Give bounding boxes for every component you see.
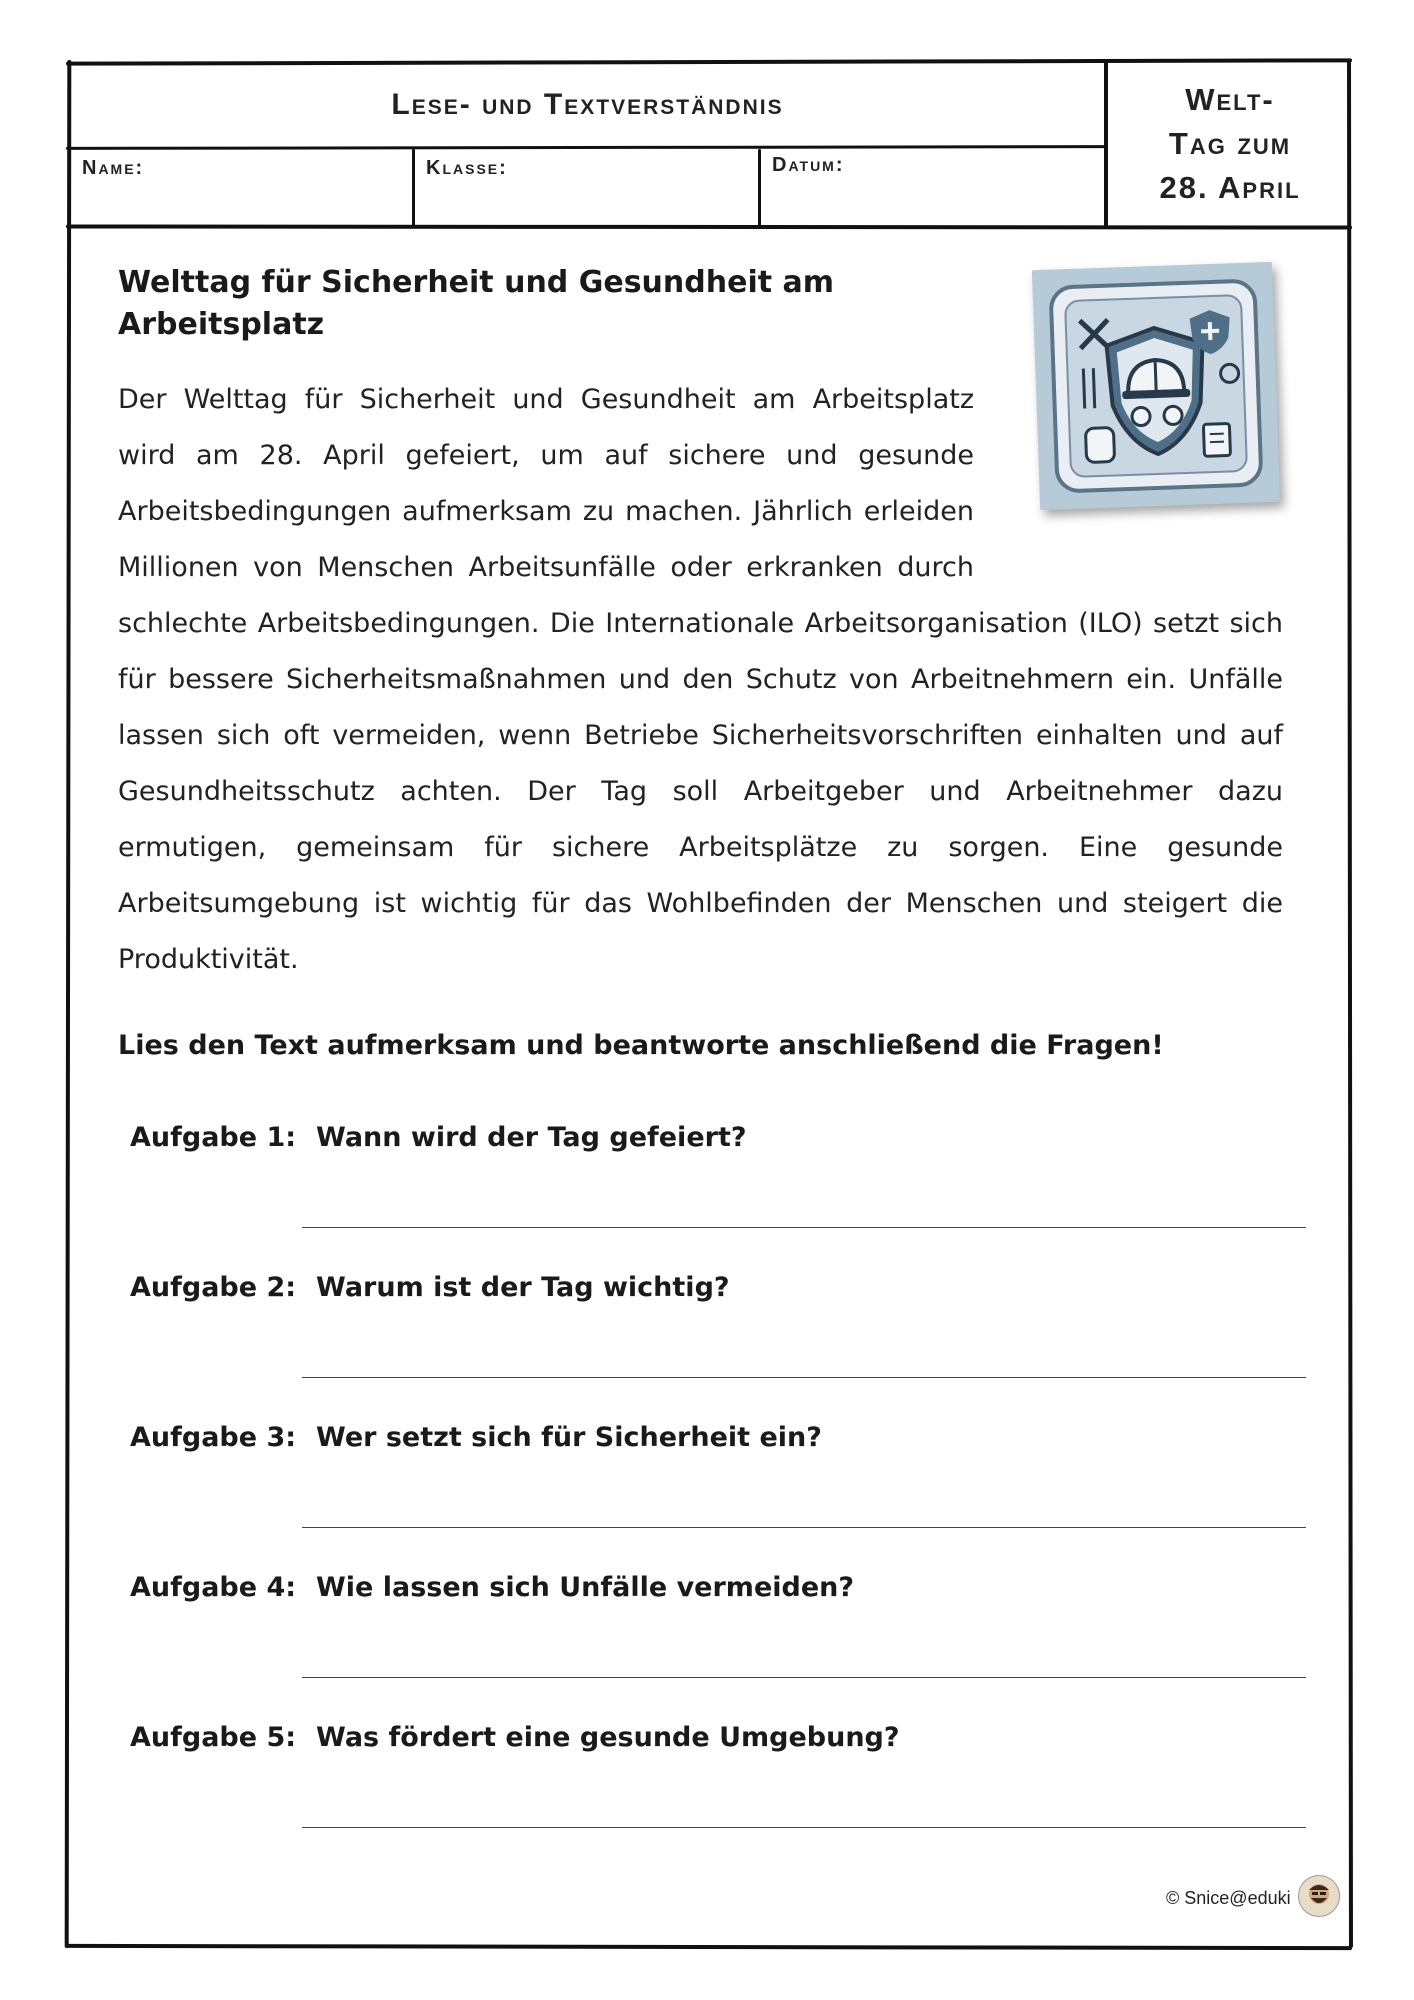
task-label: Aufgabe 5: (130, 1722, 297, 1753)
task-label: Aufgabe 1: (130, 1122, 297, 1153)
copyright-text: © Snice@eduki (1166, 1888, 1291, 1908)
safety-helmet-shield-icon (1032, 262, 1280, 510)
task-question: Warum ist der Tag wichtig? (316, 1272, 730, 1303)
task-question: Wer setzt sich für Sicherheit ein? (316, 1422, 822, 1453)
name-class-divider (412, 149, 415, 227)
answer-line[interactable] (302, 1377, 1306, 1378)
article-title: Welttag für Sicherheit und Gesundheit am Arbeitsplatz (118, 265, 835, 342)
task-label: Aufgabe 3: (130, 1422, 297, 1453)
task-question: Was fördert eine gesunde Umgebung? (316, 1722, 900, 1753)
date-field[interactable]: Datum: (772, 154, 845, 176)
answer-line[interactable] (302, 1827, 1306, 1828)
class-field[interactable]: Klasse: (426, 157, 508, 179)
answer-line[interactable] (302, 1227, 1306, 1228)
frame-bottom (66, 1944, 1352, 1950)
name-field[interactable]: Name: (82, 157, 145, 179)
task-label: Aufgabe 2: (130, 1272, 297, 1303)
frame-right (1347, 60, 1353, 1948)
frame-left (65, 60, 72, 1948)
instruction: Lies den Text aufmerksam und beantworte anschließend die Fragen! (118, 1030, 1164, 1061)
side-title (1105, 78, 1355, 210)
article-text-block (118, 372, 1283, 988)
class-date-divider (758, 149, 761, 227)
worksheet-title: Lese- und Textverständnis (391, 88, 784, 121)
side-title-line-3: 28. April (1159, 170, 1301, 205)
task-question: Wann wird der Tag gefeiert? (316, 1122, 747, 1153)
answer-line[interactable] (302, 1527, 1306, 1528)
author-avatar (1298, 1875, 1340, 1917)
article-body: Der Welttag für Sicherheit und Gesundheit am Arbeitsplatz wird am 28. April gefeiert, um auf sichere und gesunde Arbeitsbedingungen aufmerksam zu machen. Jährlich erleiden Millionen von Menschen Arbeitsunfälle oder erkranken durch schlechte Arbeitsbedingungen. Die Internationale Arbeitsorganisation (ILO) setzt sich für bessere Sicherheitsmaßnahmen und den Schutz von Arbeitnehmern ein. Unfälle lassen sich oft vermeiden, wenn Betriebe Sicherheitsvorschriften einhalten und auf Gesundheitsschutz achten. Der Tag soll Arbeitgeber und Arbeitnehmer dazu ermutigen, gemeinsam für sichere Arbeitsplätze zu sorgen. Eine gesunde Arbeitsumgebung ist wichtig für das Wohlbefinden der Menschen und steigert die Produktivität. (118, 384, 1283, 975)
task-label: Aufgabe 4: (130, 1572, 297, 1603)
frame-top (66, 58, 1352, 65)
side-title-line-1: Welt- (1185, 82, 1275, 117)
side-title-line-2: Tag zum (1168, 126, 1292, 161)
task-question: Wie lassen sich Unfälle vermeiden? (316, 1572, 855, 1603)
answer-line[interactable] (302, 1677, 1306, 1678)
illustration-slot (1036, 366, 1291, 540)
header-bottom-line (66, 224, 1352, 229)
header-divider (66, 145, 1106, 150)
